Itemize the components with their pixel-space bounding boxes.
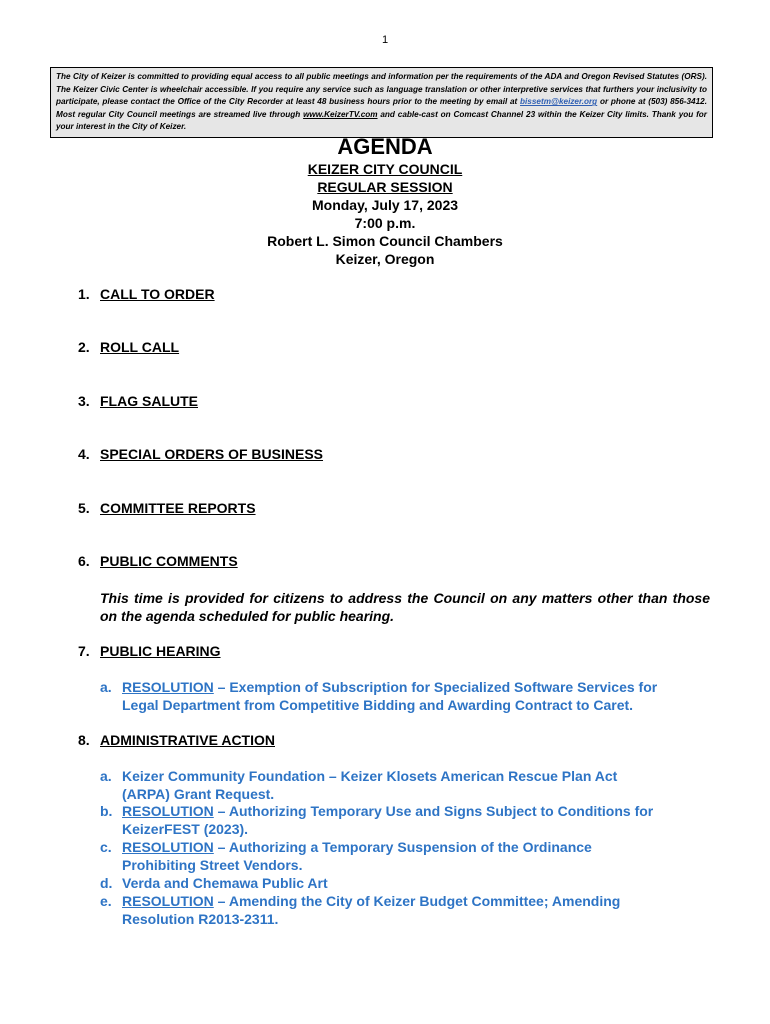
meeting-time: 7:00 p.m. — [354, 215, 416, 231]
session-type: REGULAR SESSION — [317, 179, 453, 195]
meeting-location: Robert L. Simon Council Chambers — [267, 233, 503, 249]
admin-action-item-b: b. RESOLUTION – Authorizing Temporary Use and Signs Subject to Conditions for KeizerFEST (2023). — [100, 803, 654, 837]
agenda-title: AGENDA — [337, 134, 433, 159]
resolution-link[interactable]: RESOLUTION — [122, 803, 214, 819]
agenda-item-label: SPECIAL ORDERS OF BUSINESS — [100, 446, 324, 462]
agenda-item-5: 5. COMMITTEE REPORTS — [78, 500, 256, 516]
accessibility-notice — [50, 67, 713, 138]
notice-text-2: or phone at (503) 856-3412. Most regular City Council meetings are streamed live through — [56, 97, 707, 119]
agenda-item-label: COMMITTEE REPORTS — [100, 500, 256, 516]
agenda-item-4: 4. SPECIAL ORDERS OF BUSINESS — [78, 446, 324, 462]
agenda-item-3: 3. FLAG SALUTE — [78, 393, 198, 409]
agenda-item-2: 2. ROLL CALL — [78, 339, 180, 355]
admin-action-item-a: a. Keizer Community Foundation – Keizer Klosets American Rescue Plan Act (ARPA) Grant Request. — [100, 768, 618, 802]
public-hearing-item-a: a. RESOLUTION – Exemption of Subscription for Specialized Software Services for Legal Department from Competitive Bidding and Awarding Contract to Caret. — [100, 679, 658, 713]
public-comments-note: This time is provided for citizens to address the Council on any matters other than those on the agenda scheduled for public hearing. — [100, 590, 710, 624]
page-number: 1 — [381, 34, 389, 46]
admin-action-item-e: e. RESOLUTION – Amending the City of Keizer Budget Committee; Amending Resolution R2013-2311. — [100, 893, 621, 927]
resolution-link[interactable]: RESOLUTION — [122, 679, 214, 695]
council-name: KEIZER CITY COUNCIL — [307, 161, 463, 177]
notice-text-1: The City of Keizer is committed to providing equal access to all public meetings and information per the requirements of the ADA and Oregon Revised Statutes (ORS). The Keizer Civic Center is wheelchair accessible. If you require any service such as language translation or other interpretive services that furthers your inclusivity to participate, please contact the Office of the City Recorder at least 48 business hours prior to the meeting by email at — [56, 72, 707, 107]
resolution-link[interactable]: RESOLUTION — [122, 893, 214, 909]
admin-action-item-d: d. Verda and Chemawa Public Art — [100, 875, 328, 891]
agenda-item-8: 8. ADMINISTRATIVE ACTION — [78, 732, 275, 748]
agenda-item-label: FLAG SALUTE — [100, 393, 198, 409]
notice-text-3: and cable-cast on Comcast Channel 23 within the Keizer City limits. Thank you for your interest in the City of Keizer. — [56, 109, 707, 132]
agenda-item-label: ADMINISTRATIVE ACTION — [100, 732, 275, 748]
keizertv-link[interactable]: www.KeizerTV.com — [303, 109, 378, 119]
meeting-city: Keizer, Oregon — [335, 251, 435, 267]
agenda-header — [0, 134, 770, 268]
agenda-item-6: 6. PUBLIC COMMENTS — [78, 553, 238, 569]
agenda-item-1: 1. CALL TO ORDER — [78, 286, 215, 302]
resolution-link[interactable]: RESOLUTION — [122, 839, 214, 855]
agenda-item-label: PUBLIC HEARING — [100, 643, 221, 659]
agenda-item-label: PUBLIC COMMENTS — [100, 553, 238, 569]
recorder-email-link[interactable]: bissetm@keizer.org — [520, 97, 598, 107]
meeting-date: Monday, July 17, 2023 — [311, 197, 459, 213]
agenda-item-label: ROLL CALL — [100, 339, 180, 355]
agenda-item-label: CALL TO ORDER — [100, 286, 215, 302]
admin-action-item-c: c. RESOLUTION – Authorizing a Temporary Suspension of the Ordinance Prohibiting Street Vendors. — [100, 839, 592, 873]
agenda-item-7: 7. PUBLIC HEARING — [78, 643, 221, 659]
